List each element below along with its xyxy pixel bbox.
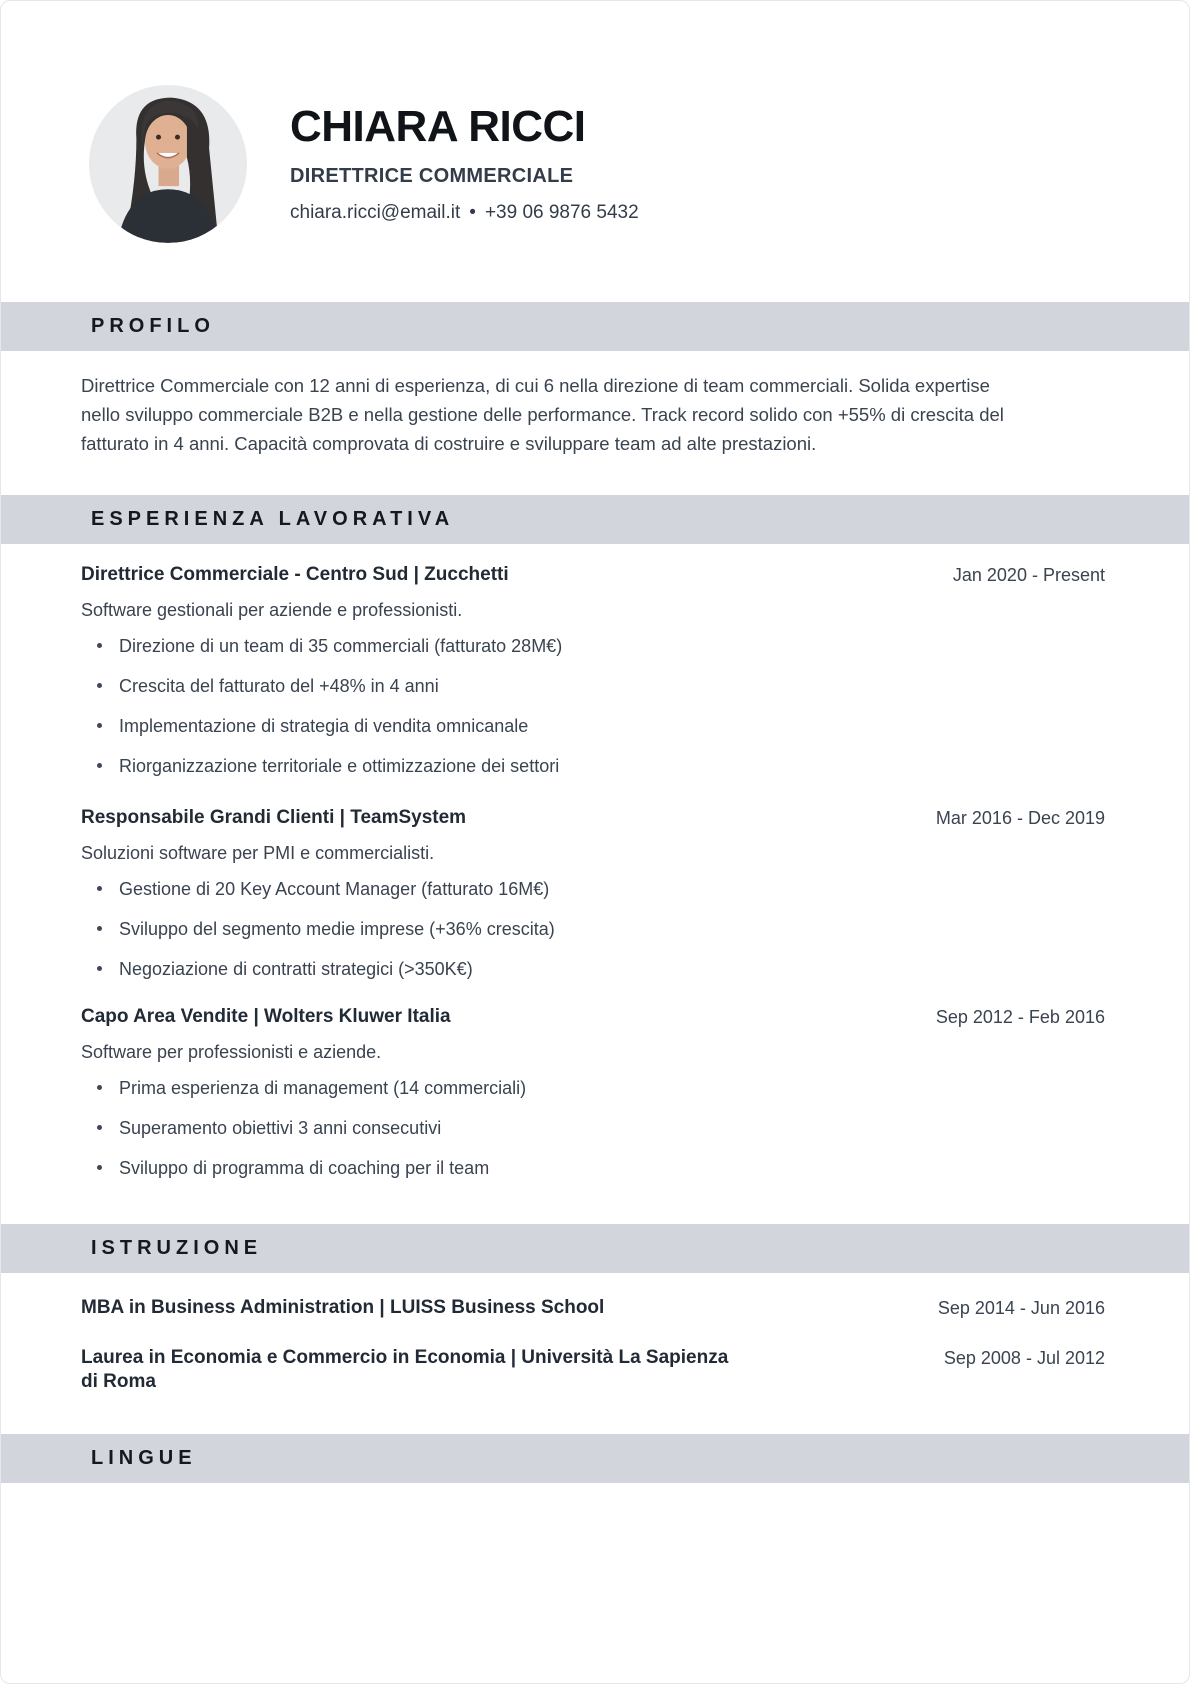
- section-header-profilo: [1, 302, 1189, 351]
- education-dates: Sep 2008 - Jul 2012: [943, 1348, 1105, 1368]
- contact-line: [290, 202, 639, 224]
- candidate-role: DIRETTRICE COMMERCIALE: [290, 165, 574, 187]
- job-bullet: Negoziazione di contratti strategici (>350K€): [81, 958, 1105, 981]
- header-text-block: [290, 104, 639, 224]
- education-degree: Laurea in Economia e Commercio in Economia | Università La Sapienza di Roma: [81, 1347, 729, 1392]
- job-entry-title: Responsabile Grandi Clienti | TeamSystem: [81, 807, 467, 828]
- candidate-name: CHIARA RICCI: [290, 102, 586, 151]
- job-bullet: Sviluppo del segmento medie imprese (+36% crescita): [81, 918, 1105, 941]
- section-istruzione: [1, 1296, 1189, 1394]
- job-bullet: Gestione di 20 Key Account Manager (fatturato 16M€): [81, 878, 1105, 901]
- bullet-separator-icon: •: [469, 202, 476, 223]
- job-bullet-list: [81, 635, 1105, 778]
- job-dates: Mar 2016 - Dec 2019: [935, 808, 1105, 828]
- education-degree: MBA in Business Administration | LUISS Business School: [81, 1297, 605, 1318]
- job-bullet: Riorganizzazione territoriale e ottimizzazione dei settori: [81, 755, 1105, 778]
- job-title-row: [81, 1005, 1105, 1029]
- profile-summary: Direttrice Commerciale con 12 anni di esperienza, di cui 6 nella direzione di team commerciali. Solida expertise nello sviluppo commerciale B2B e nella gestione delle performance. Track record solido con +55% di crescita del fatturato in 4 anni. Capacità comprovata di costruire e sviluppare team ad alte prestazioni.: [81, 375, 1004, 454]
- section-title: ESPERIENZA LAVORATIVA: [91, 508, 455, 530]
- contact-email: chiara.ricci@email.it: [290, 202, 461, 223]
- job-bullet: Sviluppo di programma di coaching per il team: [81, 1157, 1105, 1180]
- section-title: PROFILO: [91, 315, 215, 337]
- section-header-esperienza: [1, 495, 1189, 544]
- job-bullet: Prima esperienza di management (14 commerciali): [81, 1077, 1105, 1100]
- education-dates: Sep 2014 - Jun 2016: [937, 1298, 1105, 1318]
- section-header-lingue: [1, 1434, 1189, 1483]
- job-bullet: Direzione di un team di 35 commerciali (fatturato 28M€): [81, 635, 1105, 658]
- job-bullet-list: [81, 878, 1105, 981]
- profile-photo: [89, 85, 247, 243]
- section-title: ISTRUZIONE: [91, 1237, 263, 1259]
- section-header-istruzione: [1, 1224, 1189, 1273]
- section-profilo: [1, 371, 1189, 458]
- job-dates: Jan 2020 - Present: [952, 565, 1105, 585]
- resume-header: [1, 1, 1189, 243]
- education-entry: [81, 1346, 1105, 1394]
- job-entry-title: Capo Area Vendite | Wolters Kluwer Italia: [81, 1006, 451, 1027]
- job-entry: [81, 1005, 1105, 1180]
- job-bullet: Implementazione di strategia di vendita omnicanale: [81, 715, 1105, 738]
- portrait-illustration: [89, 85, 247, 243]
- job-title-row: [81, 563, 1105, 587]
- education-entry: [81, 1296, 1105, 1320]
- job-entry: [81, 806, 1105, 981]
- job-bullet: Crescita del fatturato del +48% in 4 anni: [81, 675, 1105, 698]
- job-entry: [81, 563, 1105, 778]
- job-bullet-list: [81, 1077, 1105, 1180]
- job-subtitle: Soluzioni software per PMI e commercialisti.: [81, 843, 435, 863]
- job-entry-title: Direttrice Commerciale - Centro Sud | Zucchetti: [81, 564, 509, 585]
- job-subtitle: Software per professionisti e aziende.: [81, 1042, 382, 1062]
- job-subtitle: Software gestionali per aziende e professionisti.: [81, 600, 463, 620]
- contact-phone: +39 06 9876 5432: [484, 202, 639, 223]
- job-title-row: [81, 806, 1105, 830]
- job-dates: Sep 2012 - Feb 2016: [935, 1007, 1105, 1027]
- section-title: LINGUE: [91, 1447, 197, 1469]
- job-bullet: Superamento obiettivi 3 anni consecutivi: [81, 1117, 1105, 1140]
- section-esperienza: [1, 563, 1189, 1180]
